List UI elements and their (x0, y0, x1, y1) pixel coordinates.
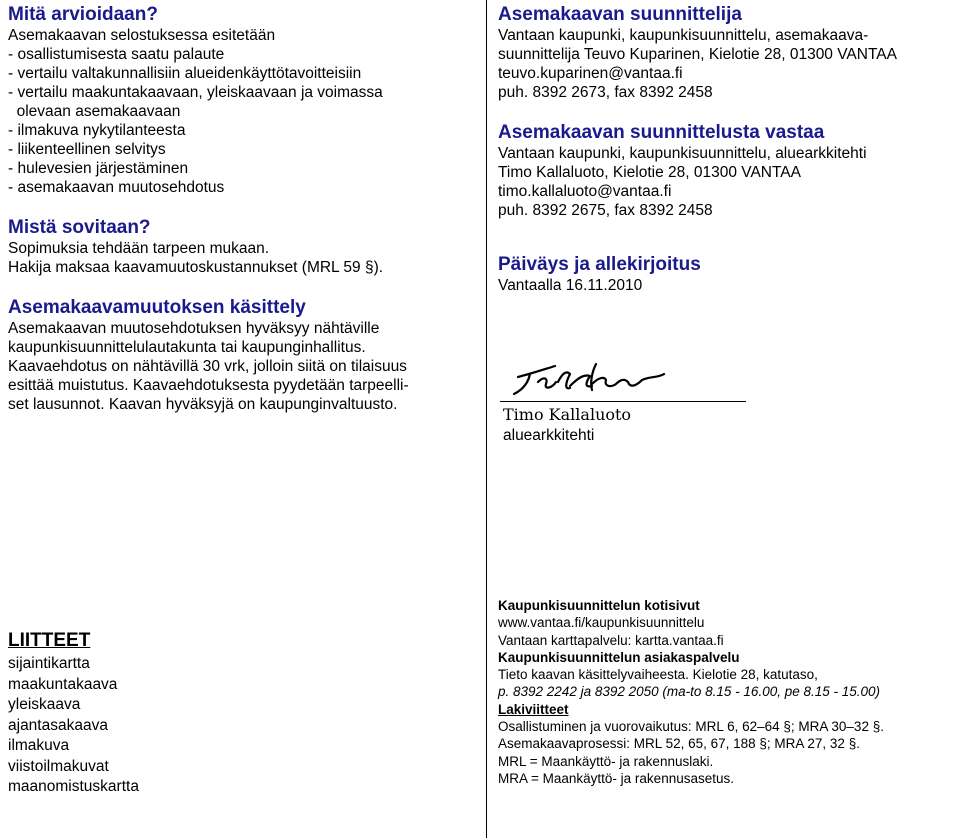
signer-name: Timo Kallaluoto (503, 405, 632, 424)
heading-suunnittelija: Asemakaavan suunnittelija (498, 4, 742, 25)
list-item: olevaan asemakaavaan (8, 103, 181, 120)
paragraph-line: Timo Kallaluoto, Kielotie 28, 01300 VANTAA (498, 164, 801, 181)
paragraph-line: suunnittelija Teuvo Kuparinen, Kielotie 28, 01300 VANTAA (498, 46, 897, 63)
info-line: MRA = Maankäyttö- ja rakennusasetus. (498, 770, 734, 786)
list-item: - osallistumisesta saatu palaute (8, 46, 225, 63)
paragraph-line: Kaavaehdotus on nähtävillä 30 vrk, jolloin siitä on tilaisuus (8, 358, 407, 375)
column-divider (486, 0, 487, 838)
attachment-item: ilmakuva (8, 737, 70, 754)
info-line: Osallistuminen ja vuorovaikutus: MRL 6, 62–64 §; MRA 30–32 §. (498, 719, 884, 735)
phone-text: puh. 8392 2673, fax 8392 2458 (498, 84, 713, 101)
list-item: - vertailu valtakunnallisiin alueidenkäyttötavoitteisiin (8, 65, 362, 82)
info-line: Tieto kaavan käsittelyvaiheesta. Kielotie 28, katutaso, (498, 667, 818, 683)
paragraph-line: Hakija maksaa kaavamuutoskustannukset (MRL 59 §). (8, 259, 384, 276)
heading-vastaa: Asemakaavan suunnittelusta vastaa (498, 122, 825, 143)
attachment-item: yleiskaava (8, 696, 81, 713)
paragraph-line: kaupunkisuunnittelulautakunta tai kaupunginhallitus. (8, 339, 366, 356)
signature-line (500, 401, 746, 402)
info-line: Asemakaavaprosessi: MRL 52, 65, 67, 188 §; MRA 27, 32 §. (498, 736, 860, 752)
map-service-link[interactable]: Vantaan karttapalvelu: kartta.vantaa.fi (498, 632, 724, 648)
attachment-item: sijaintikartta (8, 655, 90, 672)
info-heading-lakiviitteet: Lakiviitteet (498, 701, 569, 717)
left-column (8, 4, 478, 414)
website-link[interactable]: www.vantaa.fi/kaupunkisuunnittelu (498, 615, 705, 631)
info-line: p. 8392 2242 ja 8392 2050 (ma-to 8.15 - 16.00, pe 8.15 - 15.00) (498, 684, 881, 700)
attachment-item: viistoilmakuvat (8, 757, 109, 775)
list-item: - hulevesien järjestäminen (8, 160, 189, 177)
attachment-item: maakuntakaava (8, 675, 118, 693)
intro-text: Asemakaavan selostuksessa esitetään (8, 27, 276, 44)
list-item: - ilmakuva nykytilanteesta (8, 122, 186, 139)
attachments-heading: LIITTEET (8, 630, 91, 651)
info-heading-asiakaspalvelu: Kaupunkisuunnittelun asiakaspalvelu (498, 649, 740, 665)
email-text: timo.kallaluoto@vantaa.fi (498, 183, 672, 200)
date-text: Vantaalla 16.11.2010 (498, 277, 643, 294)
info-section (498, 597, 958, 787)
list-item: - vertailu maakuntakaavaan, yleiskaavaan ja voimassa (8, 84, 383, 101)
paragraph-line: Vantaan kaupunki, kaupunkisuunnittelu, aluearkkitehti (498, 145, 867, 162)
paragraph-line: set lausunnot. Kaavan hyväksyjä on kaupunginvaltuusto. (8, 396, 398, 413)
heading-kasittely: Asemakaavamuutoksen käsittely (8, 297, 306, 318)
paragraph-line: Vantaan kaupunki, kaupunkisuunnittelu, asemakaava- (498, 27, 869, 44)
heading-paivays: Päiväys ja allekirjoitus (498, 254, 701, 275)
info-heading-kotisivut: Kaupunkisuunnittelun kotisivut (498, 598, 700, 613)
right-column (498, 4, 958, 295)
info-line: MRL = Maankäyttö- ja rakennuslaki. (498, 753, 714, 769)
paragraph-line: Asemakaavan muutosehdotuksen hyväksyy nähtäville (8, 320, 380, 337)
signer-title: aluearkkitehti (503, 427, 595, 444)
attachments-section (8, 628, 139, 798)
phone-text: puh. 8392 2675, fax 8392 2458 (498, 202, 713, 219)
attachment-item: ajantasakaava (8, 716, 108, 734)
heading-mista-sovitaan: Mistä sovitaan? (8, 217, 151, 238)
attachment-item: maanomistuskartta (8, 778, 139, 795)
paragraph-line: Sopimuksia tehdään tarpeen mukaan. (8, 240, 270, 257)
paragraph-line: esittää muistutus. Kaavaehdotuksesta pyydetään tarpeelli- (8, 377, 409, 394)
list-item: - liikenteellinen selvitys (8, 141, 166, 158)
heading-mita-arvioidaan: Mitä arvioidaan? (8, 4, 158, 25)
list-item: - asemakaavan muutosehdotus (8, 179, 225, 196)
email-text: teuvo.kuparinen@vantaa.fi (498, 65, 683, 82)
